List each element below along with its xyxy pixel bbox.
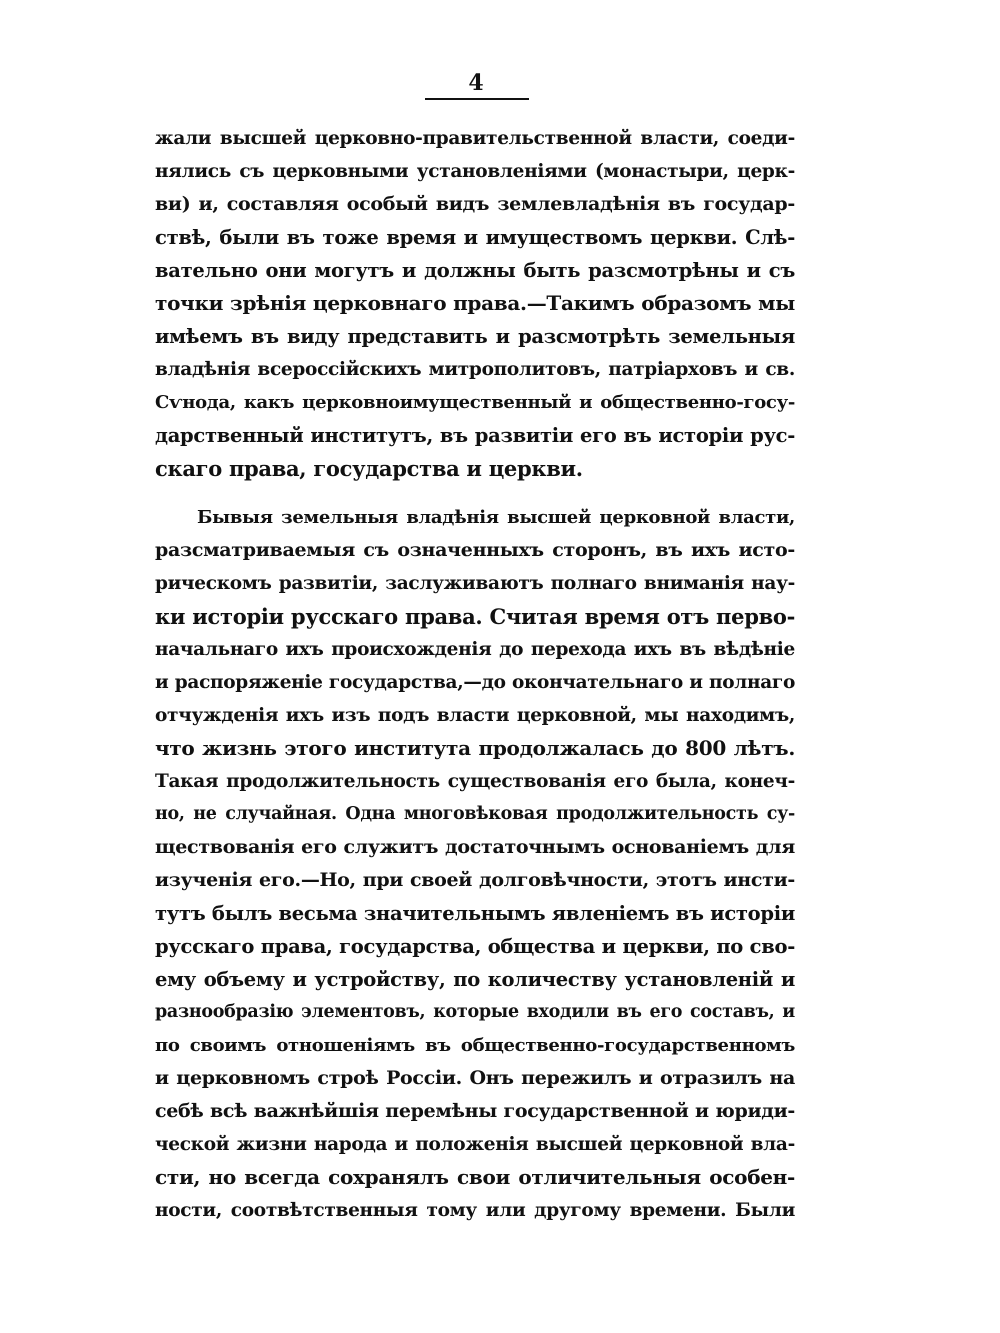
text-line: начальнаго ихъ происхожденія до перехода ихъ въ вѣдѣніе xyxy=(155,639,795,660)
text-line: тутъ былъ весьма значительнымъ явленіемъ въ исторіи xyxy=(155,902,795,925)
paragraph-1 xyxy=(155,122,795,485)
page-number: 4 xyxy=(468,70,484,96)
paragraph-gap xyxy=(155,485,795,501)
body-text xyxy=(155,122,795,1227)
text-line: отчужденія ихъ изъ подъ власти церковной, мы находимъ, xyxy=(155,705,795,726)
text-line: разнообразію элементовъ, которые входили въ его составъ, и xyxy=(155,1002,795,1022)
text-line: и распоряженіе государства,—до окончательнаго и полнаго xyxy=(155,672,795,693)
text-line: ви) и, составляя особый видъ землевладѣнія въ государ- xyxy=(155,193,795,215)
text-line: ческой жизни народа и положенія высшей церковной вла- xyxy=(155,1134,795,1155)
text-line: разсматриваемыя съ означенныхъ сторонъ, въ ихъ исто- xyxy=(155,539,795,561)
text-line: дарственный институтъ, въ развитіи его въ исторіи рус- xyxy=(155,424,795,447)
text-line: Такая продолжительность существованія его была, конеч- xyxy=(155,771,795,792)
text-line: и церковномъ строѣ Россіи. Онъ пережилъ и отразилъ на xyxy=(155,1067,795,1089)
text-line: ему объему и устройству, по количеству установленій и xyxy=(155,968,795,991)
text-line: но, не случайная. Одна многовѣковая продолжительность су- xyxy=(155,804,795,824)
text-line: вательно они могутъ и должны быть разсмотрѣны и съ xyxy=(155,259,795,282)
text-line: изученія его.—Но, при своей долговѣчности, этотъ инсти- xyxy=(155,869,795,891)
text-line: жали высшей церковно-правительственной власти, соеди- xyxy=(155,128,795,149)
text-line: скаго права, государства и церкви. xyxy=(155,456,583,481)
text-line: точки зрѣнія церковнаго права.—Такимъ образомъ мы xyxy=(155,291,795,315)
text-line: ствѣ, были въ тоже время и имуществомъ церкви. Слѣ- xyxy=(155,226,795,249)
text-line: русскаго права, государства, общества и церкви, по сво- xyxy=(155,935,795,958)
text-line: ществованія его служитъ достаточнымъ основаніемъ для xyxy=(155,836,795,858)
header-rule xyxy=(425,98,529,100)
text-line: рическомъ развитіи, заслуживаютъ полнаго вниманія нау- xyxy=(155,573,795,594)
text-line: Бывыя земельныя владѣнія высшей церковной власти, xyxy=(197,507,795,528)
text-line: Сѵнода, какъ церковноимущественный и общественно-госу- xyxy=(155,392,795,413)
text-line: что жизнь этого института продолжалась до 800 лѣтъ. xyxy=(155,736,795,760)
text-line: по своимъ отношеніямъ въ общественно-государственномъ xyxy=(155,1035,795,1056)
text-line: ности, соотвѣтственныя тому или другому времени. Были xyxy=(155,1200,795,1221)
text-line: имѣемъ въ виду представить и разсмотрѣть земельныя xyxy=(155,325,795,348)
text-line: владѣнія всероссійскихъ митрополитовъ, патріарховъ и св. xyxy=(155,359,795,380)
text-line: сти, но всегда сохранялъ свои отличительныя особен- xyxy=(155,1165,795,1189)
text-line: ки исторіи русскаго права. Считая время отъ перво- xyxy=(155,604,795,629)
text-line: нялись съ церковными установленіями (монастыри, церк- xyxy=(155,161,795,182)
paragraph-2 xyxy=(155,501,795,1227)
text-line: себѣ всѣ важнѣйшія перемѣны государственной и юриди- xyxy=(155,1100,795,1122)
